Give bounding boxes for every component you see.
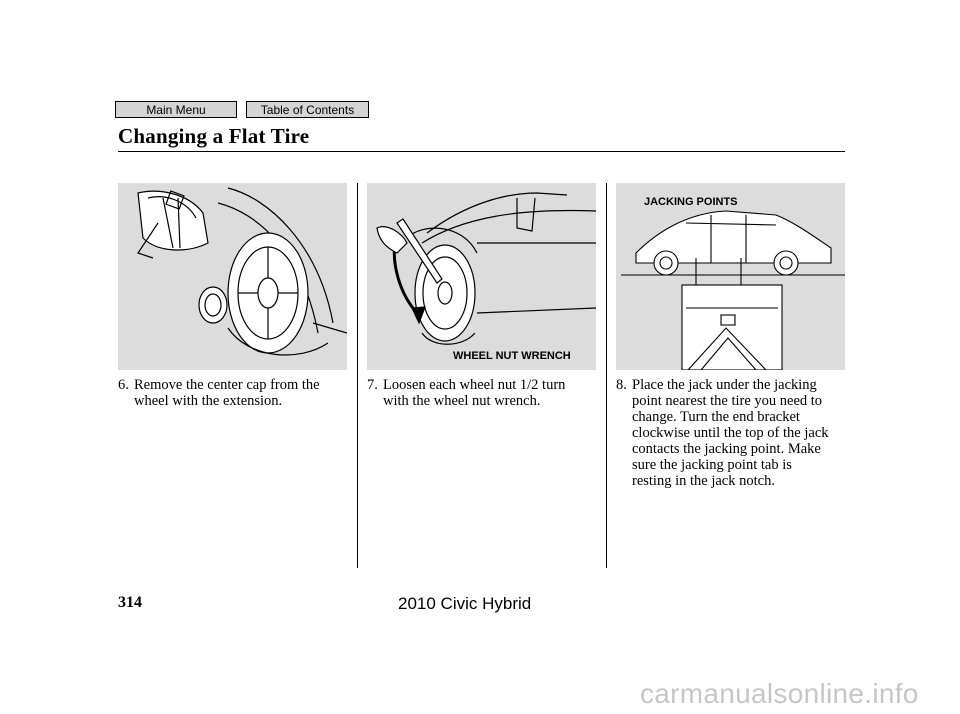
watermark: carmanualsonline.info [640, 678, 919, 709]
footer-model: 2010 Civic Hybrid [398, 594, 532, 613]
jacking-points-illustration [616, 183, 845, 370]
column-divider [606, 183, 607, 568]
title-divider [118, 151, 845, 152]
table-of-contents-button[interactable]: Table of Contents [246, 101, 369, 118]
step-number: 8. [616, 377, 627, 393]
main-menu-button[interactable]: Main Menu [115, 101, 237, 118]
step-text: Place the jack under the jacking point nearest the tire you need to change. Turn the end bracket clockwise until the top of the jack contacts the jacking point. Make sure the jacking point tab is resting in the jack notch. [632, 377, 829, 489]
wheel-nut-wrench-illustration [367, 183, 596, 370]
jacking-points-callout: JACKING POINTS [644, 196, 738, 208]
figure-wheel-nut-wrench [367, 183, 596, 370]
page-title: Changing a Flat Tire [118, 124, 310, 148]
step-number: 7. [367, 377, 378, 393]
figure-jacking-points [616, 183, 845, 370]
figure-wheel-cap [118, 183, 347, 370]
wheel-cap-illustration [118, 183, 347, 370]
step-text: Remove the center cap from the wheel with the extension. [134, 377, 320, 409]
column-divider [357, 183, 358, 568]
step-text: Loosen each wheel nut 1/2 turn with the wheel nut wrench. [383, 377, 566, 409]
page-number: 314 [118, 594, 142, 611]
wheel-nut-wrench-callout: WHEEL NUT WRENCH [453, 350, 571, 362]
step-number: 6. [118, 377, 129, 393]
